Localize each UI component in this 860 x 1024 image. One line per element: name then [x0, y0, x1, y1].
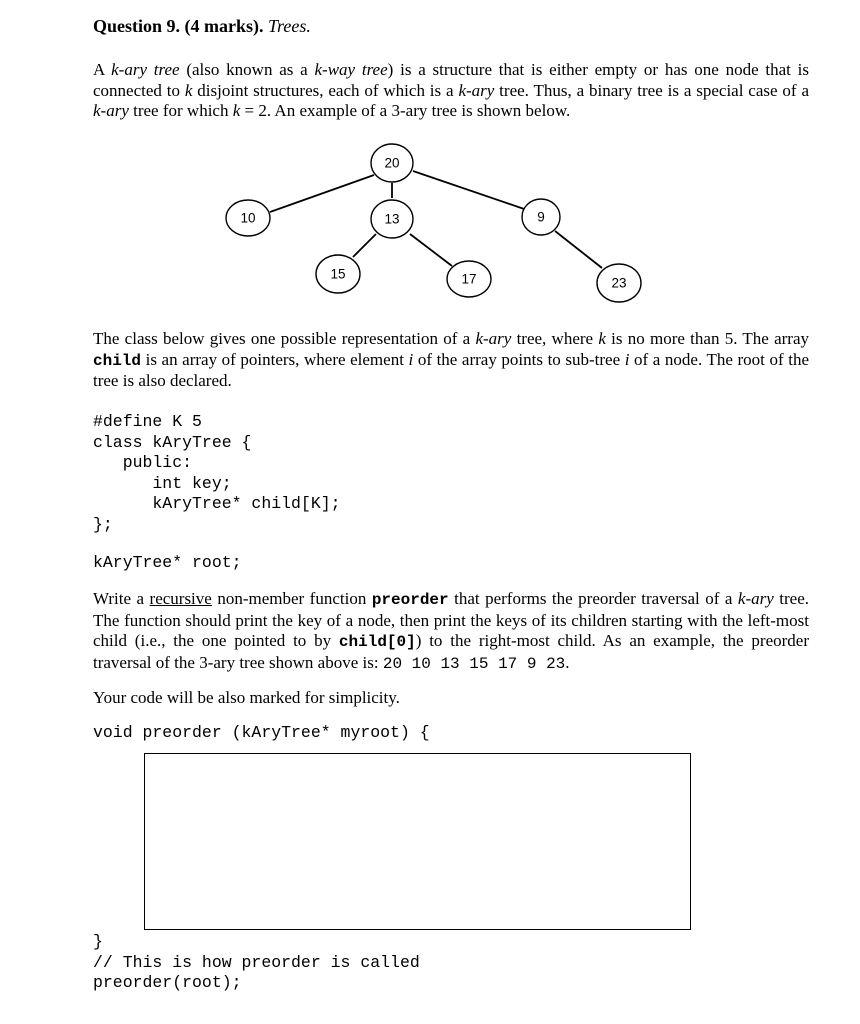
- tree-node-label: 10: [240, 210, 256, 226]
- class-code-block: [93, 412, 341, 535]
- edge-20-9: [413, 171, 530, 211]
- closing-brace: }: [93, 932, 103, 951]
- class-description: The class below gives one possible representation of a k-ary tree, where k is no more than 5. The array child is an array of pointers, where element i of the array points to sub-tree i of a node. The root of the tree is also declared.: [93, 329, 809, 390]
- code-line: kAryTree* child[K];: [93, 494, 341, 513]
- tree-node-label: 13: [384, 211, 400, 227]
- edge-9-23: [555, 231, 602, 268]
- code-line: int key;: [93, 473, 232, 493]
- tree-node-20: [371, 144, 413, 182]
- tree-node-label: 23: [611, 275, 627, 291]
- tree-node-label: 17: [461, 271, 477, 287]
- simplicity-note: Your code will be also marked for simplicity.: [93, 688, 400, 707]
- edge-13-17: [410, 234, 452, 266]
- tree-node-label: 9: [537, 209, 545, 225]
- tree-node-label: 20: [384, 155, 400, 171]
- code-line: public:: [93, 453, 193, 472]
- intro-paragraph: A k-ary tree (also known as a k-way tree) is a structure that is either empty or has one node that is connected to k disjoint structures, each of which is a k-ary tree. Thus, a binary tree is a special case of a k-ary tree for which k = 2. An example of a 3-ary tree is shown below.: [93, 60, 810, 120]
- edge-20-10: [270, 175, 374, 212]
- question-number: Question 9. (4 marks).: [93, 16, 264, 36]
- code-line: #define K 5: [93, 412, 202, 431]
- tree-diagram: [0, 140, 860, 310]
- root-declaration: kAryTree* root;: [93, 553, 242, 572]
- tree-node-9: [522, 199, 560, 235]
- tree-node-15: [316, 255, 360, 293]
- code-line: };: [93, 514, 113, 534]
- edge-13-15: [353, 234, 376, 257]
- closing-code: [93, 932, 420, 994]
- answer-box[interactable]: [144, 753, 691, 930]
- tree-node-label: 15: [330, 266, 346, 282]
- tree-node-13: [371, 200, 413, 238]
- call-comment: // This is how preorder is called: [93, 952, 420, 972]
- question-topic: Trees.: [268, 16, 311, 36]
- function-signature: void preorder (kAryTree* myroot) {: [93, 723, 430, 742]
- preorder-call: preorder(root);: [93, 973, 242, 992]
- code-line: class kAryTree {: [93, 432, 252, 452]
- tree-node-17: [447, 261, 491, 297]
- tree-node-23: [597, 264, 641, 302]
- question-title: [93, 16, 311, 37]
- task-description: Write a recursive non-member function preorder that performs the preorder traversal of a k-ary tree. The function should print the key of a node, then print the keys of its children starting with the left-most child (i.e., the one pointed to by child[0]) to the right-most child. As an example, the preorder traversal of the 3-ary tree shown above is: 20 10 13 15 17 9 23.: [93, 589, 809, 673]
- tree-node-10: [226, 200, 270, 236]
